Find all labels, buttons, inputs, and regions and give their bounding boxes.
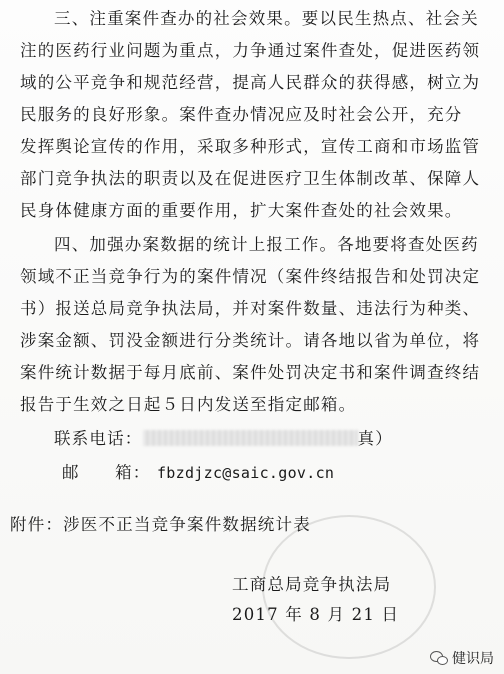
email-row	[62, 462, 504, 484]
contact-phone-tail: 真）	[357, 429, 393, 448]
issue-date: 2017 年 8 月 21 日	[232, 605, 400, 624]
attachment-note: 附件：涉医不正当竞争案件数据统计表	[10, 515, 311, 534]
paragraph-3-line-6: 部门竞争执法的职责以及在促进医疗卫生体制改革、保障人	[20, 169, 481, 188]
paragraph-4-line-3: 书）报送总局竞争执法局，并对案件数量、违法行为种类、	[20, 299, 481, 318]
paragraph-3-line-7: 民身体健康方面的重要作用，扩大案件查处的社会效果。	[20, 201, 463, 220]
redacted-phone	[143, 430, 358, 446]
paragraph-3-line-4: 民服务的良好形象。案件查办情况应及时社会公开，充分	[20, 105, 463, 124]
paragraph-3-line-2: 注的医药行业问题为重点，力争通过案件查处，促进医药领	[20, 41, 481, 60]
watermark-label: 健识局	[452, 651, 494, 667]
paragraph-4-line-4: 涉案金额、罚没金额进行分类统计。请各地以省为单位，将	[20, 331, 481, 350]
paragraph-3-line-1: 三、注重案件查办的社会效果。要以民生热点、社会关	[54, 9, 479, 28]
paragraph-4-line-2: 领域不正当竞争行为的案件情况（案件终结报告和处罚决定	[20, 267, 481, 286]
contact-phone-label: 联系电话：	[54, 429, 143, 448]
paragraph-4-line-6: 报告于生效之日起５日内发送至指定邮箱。	[20, 395, 357, 414]
paragraph-4-line-1: 四、加强办案数据的统计上报工作。各地要将查处医药	[54, 235, 479, 254]
contact-phone	[54, 428, 504, 450]
issuer-name: 工商总局竞争执法局	[232, 575, 392, 594]
paragraph-3-line-3: 域的公平竞争和规范经营，提高人民群众的获得感，树立为	[20, 73, 481, 92]
email-value: fbzdjzc@saic.gov.cn	[156, 464, 335, 482]
email-label: 邮 箱：	[62, 463, 151, 482]
wechat-icon	[430, 650, 448, 666]
watermark	[430, 648, 494, 668]
paragraph-4-line-5: 案件统计数据于每月底前、案件处罚决定书和案件调查终结	[20, 363, 481, 382]
paragraph-3-line-5: 发挥舆论宣传的作用，采取多种形式，宣传工商和市场监管	[20, 137, 481, 156]
